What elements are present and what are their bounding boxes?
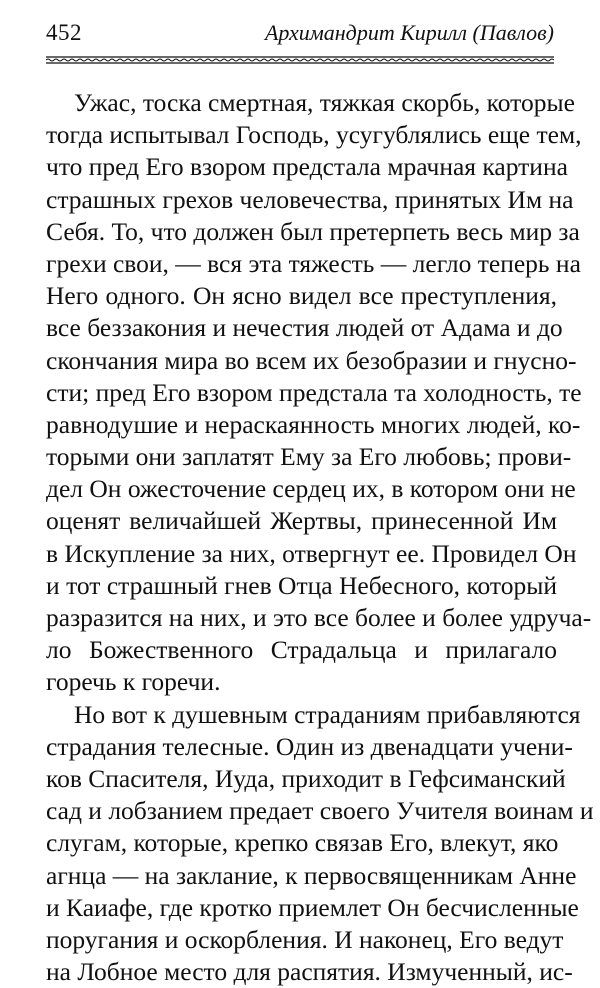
text-line: скончания мира во всем их безобразии и гнусно- [46, 345, 577, 375]
header-ornamental-rule [46, 56, 554, 64]
text-line: Ужас, тоска смертная, тяжкая скорбь, которые [74, 88, 575, 117]
text-line: торыми они заплатят Ему за Его любовь; прови- [46, 442, 572, 472]
text-line: сад и лобзанием предает своего Учителя воинам и [46, 796, 594, 826]
text-line: в Искупление за них, отвергнут ее. Провидел Он [46, 538, 577, 568]
text-line: ков Спасителя, Иуда, приходит в Гефсиманский [46, 763, 566, 793]
text-line: и тот страшный гнев Отца Небесного, который [46, 570, 557, 600]
page-number: 452 [46, 20, 82, 45]
text-line: Него одного. Он ясно видел все преступления, [46, 281, 557, 311]
text-line: Но вот к душевным страданиям прибавляются [74, 699, 581, 729]
text-line: слугам, которые, крепко связав Его, влекут, яко [46, 828, 559, 858]
text-line: все беззакония и нечестия людей от Адама и до [46, 313, 563, 343]
text-line: дел Он ожесточение сердец их, в котором они не [46, 474, 576, 504]
text-line: поругания и оскорбления. И наконец, Его ведут [46, 924, 564, 954]
text-line: ло Божественного Страдальца и прилагало [46, 635, 557, 665]
text-line: грехи свои, — вся эта тяжесть — легло теперь на [46, 248, 581, 278]
paragraph-1 [46, 87, 592, 699]
running-title: Архимандрит Кирилл (Павлов) [264, 20, 554, 45]
body-text [46, 87, 594, 988]
text-line: что пред Его взором предстала мрачная картина [46, 152, 568, 182]
text-line: страдания телесные. Один из двенадцати учени- [46, 731, 573, 761]
text-line: сти; пред Его взором предстала та холодность, те [46, 377, 582, 407]
text-line: агнца — на заклание, к первосвященникам Анне [46, 860, 577, 890]
text-line: страшных грехов человечества, принятых Им на [46, 184, 574, 214]
text-line: равнодушие и нераскаянность многих людей, ко- [46, 409, 581, 439]
paragraph-2 [46, 699, 594, 988]
text-line: горечь к горечи. [46, 667, 221, 697]
text-line: Себя. То, что должен был претерпеть весь мир за [46, 216, 580, 246]
text-line: на Лобное место для распятия. Измученный, ис- [46, 957, 573, 987]
text-line: разразится на них, и это все более и более удруча- [46, 603, 592, 632]
page-header [46, 20, 554, 50]
text-line: тогда испытывал Господь, усугублялись еще тем, [46, 120, 582, 150]
text-line: оценят величайшей Жертвы, принесенной Им [46, 506, 557, 536]
text-line: и Каиафе, где кротко приемлет Он бесчисленные [46, 892, 579, 922]
